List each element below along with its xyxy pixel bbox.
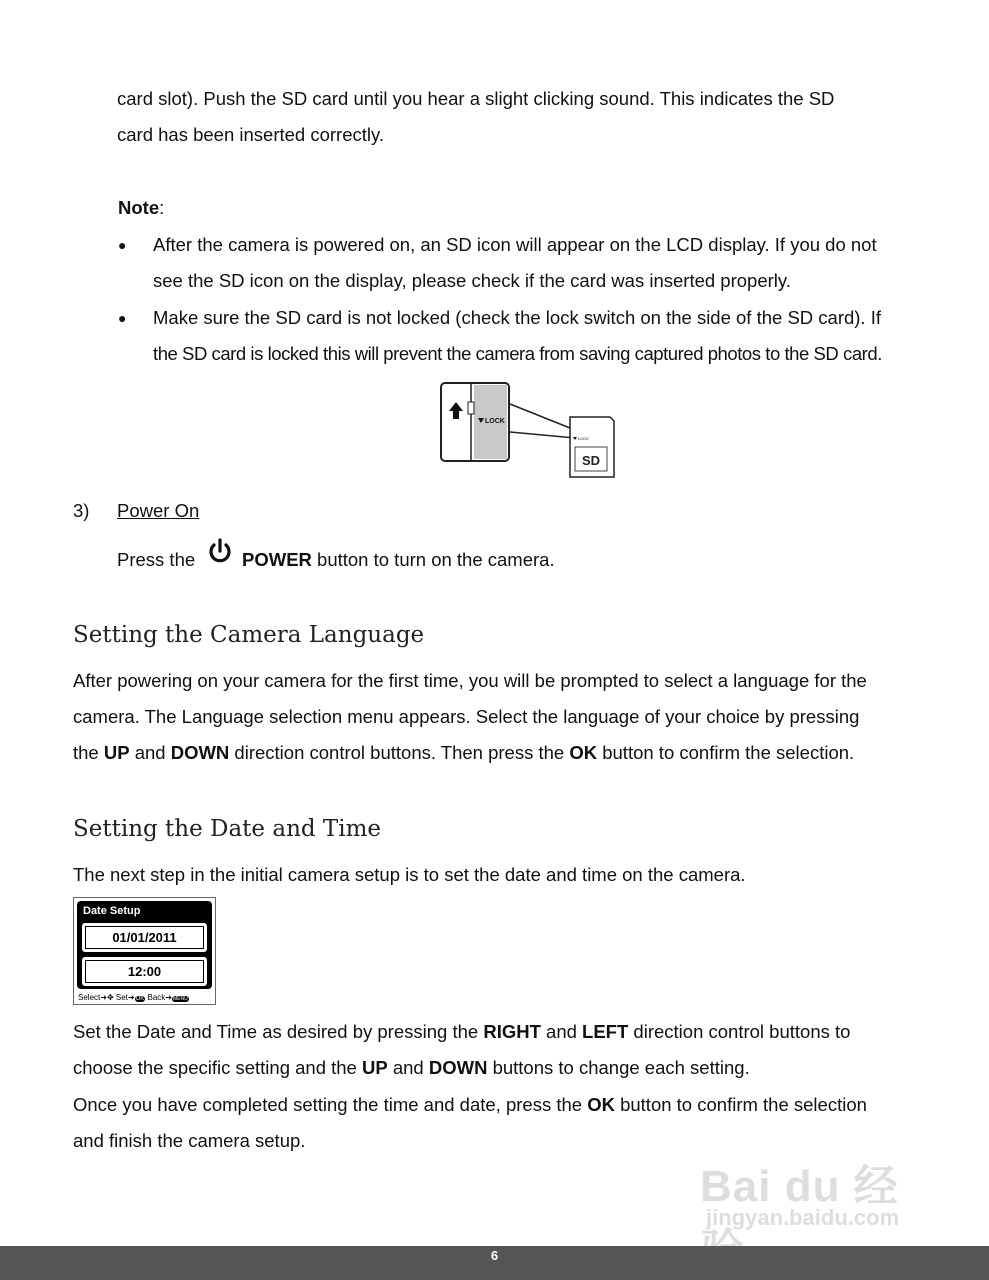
- text-fragment: the: [73, 742, 104, 763]
- intro-line-1: card slot). Push the SD card until you hear a slight clicking sound. This indicates the SD: [117, 88, 835, 109]
- up-keyword: UP: [103, 742, 130, 763]
- ok-keyword: OK: [569, 742, 598, 763]
- bullet-dot-icon: ●: [118, 310, 127, 326]
- intro-line-2: card has been inserted correctly.: [117, 124, 385, 145]
- text-fragment: choose the specific setting and the: [73, 1057, 362, 1078]
- page-number: 6: [490, 1248, 499, 1263]
- language-heading: Setting the Camera Language: [73, 622, 425, 648]
- power-text-pre: Press the: [117, 549, 196, 570]
- datetime-para-line-2: [73, 1057, 750, 1079]
- datetime-para-line-4: and finish the camera setup.: [73, 1130, 306, 1151]
- datetime-heading: Setting the Date and Time: [73, 816, 382, 842]
- text-fragment: button to confirm the selection.: [597, 742, 855, 763]
- text-fragment: direction control buttons. Then press the: [229, 742, 570, 763]
- power-on-title: Power On: [117, 500, 200, 521]
- note-label: Note: [118, 197, 160, 218]
- note-heading: [118, 197, 164, 219]
- sd-card-label: SD: [581, 453, 601, 468]
- page-footer: [0, 1246, 989, 1280]
- small-lock-label: LOCK: [578, 436, 589, 441]
- text-fragment: and: [129, 742, 171, 763]
- bullet-dot-icon: ●: [118, 237, 127, 253]
- dpad-icon: ✥: [106, 993, 114, 1002]
- date-setup-title: Date Setup: [83, 905, 141, 917]
- date-setup-panel: [77, 901, 212, 989]
- baidu-watermark: [700, 1130, 940, 1240]
- date-setup-hints: Select➜✥ Set➜OK Back➜MENU: [78, 993, 188, 1002]
- language-line-1: After powering on your camera for the first time, you will be prompted to select a language for the: [73, 670, 867, 691]
- hint-set: Set: [115, 993, 128, 1002]
- hint-select: Select: [78, 993, 101, 1002]
- time-field: 12:00: [82, 957, 207, 986]
- down-keyword: DOWN: [428, 1057, 488, 1078]
- language-line-2: camera. The Language selection menu appears. Select the language of your choice by pressing: [73, 706, 860, 727]
- power-on-text: [117, 549, 195, 571]
- watermark-main: Bai du 经: [700, 1162, 899, 1211]
- text-fragment: buttons to change each setting.: [487, 1057, 750, 1078]
- language-line-3: [73, 742, 854, 764]
- note-colon: :: [159, 197, 165, 218]
- text-fragment: button to confirm the selection: [614, 1094, 867, 1115]
- date-field: 01/01/2011: [82, 923, 207, 952]
- sd-card-lock-illustration: [438, 380, 618, 482]
- text-fragment: Once you have completed setting the time and date, press the: [73, 1094, 588, 1115]
- ok-keyword: OK: [587, 1094, 615, 1115]
- note-bullet-1-line-2: see the SD icon on the display, please check if the card was inserted properly.: [153, 270, 791, 291]
- datetime-para-line-1: [73, 1021, 850, 1043]
- power-button-name: POWER: [242, 549, 312, 570]
- up-keyword: UP: [362, 1057, 388, 1078]
- power-icon: [206, 538, 234, 566]
- datetime-para-line-3: [73, 1094, 867, 1116]
- text-fragment: and: [387, 1057, 429, 1078]
- down-keyword: DOWN: [170, 742, 230, 763]
- text-fragment: direction control buttons to: [628, 1021, 851, 1042]
- note-bullet-2-line-1: Make sure the SD card is not locked (check the lock switch on the side of the SD card). If: [153, 307, 881, 328]
- datetime-intro: The next step in the initial camera setup is to set the date and time on the camera.: [73, 864, 746, 885]
- watermark-sub: jingyan.baidu.com: [706, 1205, 900, 1230]
- step-number: 3): [73, 500, 90, 521]
- text-fragment: and: [540, 1021, 583, 1042]
- note-bullet-1-line-1: After the camera is powered on, an SD icon will appear on the LCD display. If you do not: [153, 234, 877, 255]
- power-text-post: button to turn on the camera.: [311, 549, 555, 570]
- ok-badge-icon: OK: [135, 996, 145, 1002]
- power-button-text: [242, 549, 555, 571]
- lock-label: LOCK: [485, 418, 505, 425]
- date-setup-screen: [73, 897, 216, 1005]
- right-keyword: RIGHT: [483, 1021, 541, 1042]
- menu-badge-icon: MENU: [173, 996, 188, 1002]
- note-bullet-2-line-2: the SD card is locked this will prevent the camera from saving captured photos to the SD card.: [153, 343, 882, 364]
- hint-back: Back: [147, 993, 166, 1002]
- text-fragment: Set the Date and Time as desired by pressing the: [73, 1021, 484, 1042]
- left-keyword: LEFT: [582, 1021, 629, 1042]
